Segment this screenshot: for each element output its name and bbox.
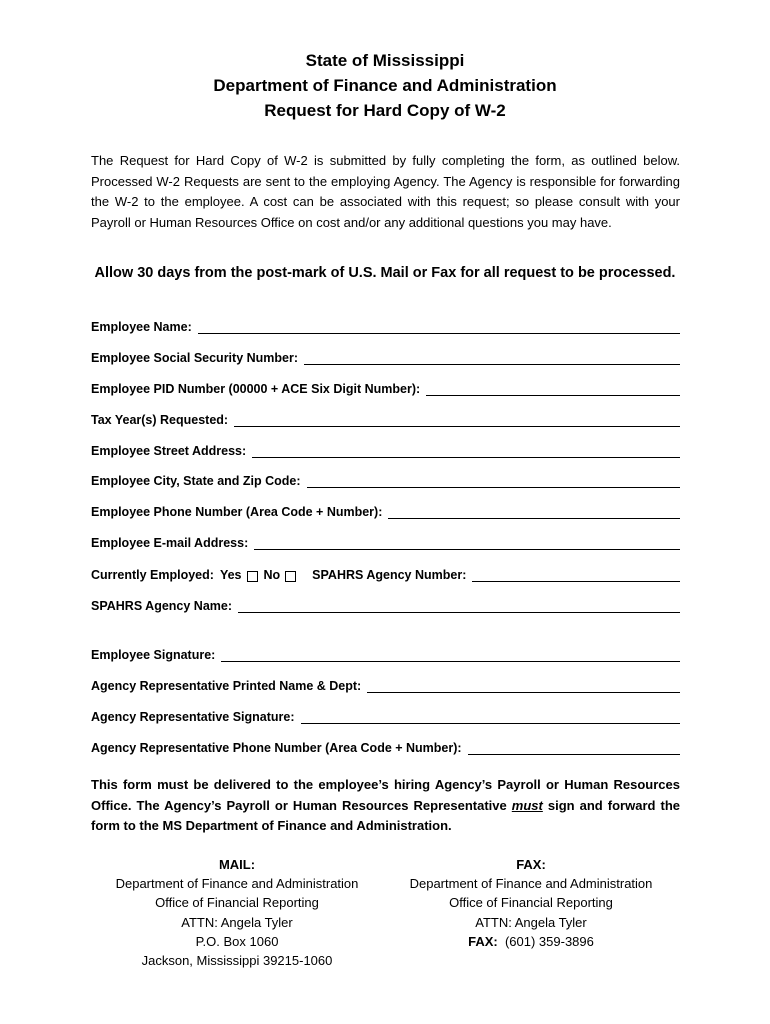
ssn-label: Employee Social Security Number: (91, 351, 299, 365)
fax-address-block (381, 855, 681, 951)
rep-name-dept-label: Agency Representative Printed Name & Dept: (91, 679, 362, 693)
pid-input-line[interactable] (426, 381, 680, 396)
email-label: Employee E-mail Address: (91, 536, 249, 550)
street-address-field (91, 438, 680, 458)
state-title: State of Mississippi (305, 51, 465, 70)
employee-name-input-line[interactable] (198, 319, 680, 334)
mail-line-3: ATTN: Angela Tyler (181, 914, 293, 930)
agency-name-input-line[interactable] (238, 598, 680, 613)
employee-phone-field (91, 499, 680, 519)
department-title: Department of Finance and Administration (213, 76, 557, 95)
rep-phone-input-line[interactable] (468, 740, 680, 755)
pid-label: Employee PID Number (00000 + ACE Six Digit Number): (91, 382, 421, 396)
employee-signature-label: Employee Signature: (91, 648, 216, 662)
tax-year-label: Tax Year(s) Requested: (91, 413, 229, 427)
tax-year-input-line[interactable] (234, 412, 680, 427)
fax-line-3: ATTN: Angela Tyler (475, 914, 587, 930)
yes-label: Yes (219, 568, 242, 582)
mail-address-block (87, 855, 387, 970)
fax-line-2: Office of Financial Reporting (449, 895, 613, 911)
delivery-note-part2: sign and forward the form to the MS Department of Finance and Administration. (91, 797, 680, 833)
employee-name-field (91, 314, 680, 334)
intro-paragraph: The Request for Hard Copy of W-2 is submitted by fully completing the form, as outlined below. Processed W-2 Requests are sent to the employing Agency. The Agency is responsible for forwarding the W-2 to the employee. A cost can be associated with this request; so please consult with your Payroll or Human Resources Office on cost and/or any additional questions you may have. (91, 153, 680, 230)
form-header (0, 48, 770, 123)
mail-line-1: Department of Finance and Administration (115, 876, 359, 892)
agency-name-field (91, 593, 680, 613)
ssn-input-line[interactable] (304, 350, 680, 365)
mail-heading: MAIL: (218, 857, 256, 872)
tax-year-field (91, 407, 680, 427)
delivery-note-part1: This form must be delivered to the employee’s hiring Agency’s Payroll or Human Resources Office. The Agency’s Payroll or Human Resources Representative (91, 777, 680, 813)
form-title: Request for Hard Copy of W-2 (264, 101, 506, 120)
delivery-instructions (91, 775, 680, 837)
rep-phone-label: Agency Representative Phone Number (Area Code + Number): (91, 741, 462, 755)
rep-signature-field (91, 704, 680, 724)
no-label: No (263, 568, 281, 582)
email-field (91, 530, 680, 550)
email-input-line[interactable] (254, 535, 680, 550)
no-checkbox[interactable] (285, 571, 296, 582)
employee-phone-label: Employee Phone Number (Area Code + Number): (91, 505, 383, 519)
rep-signature-label: Agency Representative Signature: (91, 710, 295, 724)
fax-number: (601) 359-3896 (504, 933, 594, 949)
currently-employed-label: Currently Employed: (91, 568, 214, 582)
agency-number-input-line[interactable] (472, 567, 680, 582)
ssn-field (91, 345, 680, 365)
rep-name-dept-field (91, 673, 680, 693)
agency-name-label: SPAHRS Agency Name: (91, 599, 233, 613)
mail-line-5: Jackson, Mississippi 39215-1060 (141, 953, 333, 969)
street-address-label: Employee Street Address: (91, 444, 247, 458)
pid-field (91, 376, 680, 396)
city-state-zip-label: Employee City, State and Zip Code: (91, 474, 301, 488)
fax-line-1: Department of Finance and Administration (409, 876, 653, 892)
fax-label: FAX: (468, 933, 498, 949)
must-emphasis: must (511, 797, 543, 813)
mail-line-4: P.O. Box 1060 (195, 933, 279, 949)
rep-name-dept-input-line[interactable] (367, 678, 680, 693)
rep-signature-input-line[interactable] (301, 709, 680, 724)
yes-checkbox[interactable] (247, 571, 258, 582)
city-state-zip-input-line[interactable] (307, 473, 680, 488)
employee-signature-field (91, 642, 680, 662)
employee-signature-input-line[interactable] (221, 647, 680, 662)
employee-phone-input-line[interactable] (388, 504, 680, 519)
rep-phone-field (91, 735, 680, 755)
processing-notice: Allow 30 days from the post-mark of U.S. Mail or Fax for all request to be processed. (94, 265, 676, 281)
agency-number-label: SPAHRS Agency Number: (312, 568, 467, 582)
fax-number-line (381, 932, 681, 951)
employee-name-label: Employee Name: (91, 320, 192, 334)
mail-line-2: Office of Financial Reporting (155, 895, 319, 911)
fax-heading: FAX: (516, 857, 546, 872)
city-state-zip-field (91, 468, 680, 488)
employment-status-field (91, 562, 680, 582)
street-address-input-line[interactable] (252, 443, 680, 458)
